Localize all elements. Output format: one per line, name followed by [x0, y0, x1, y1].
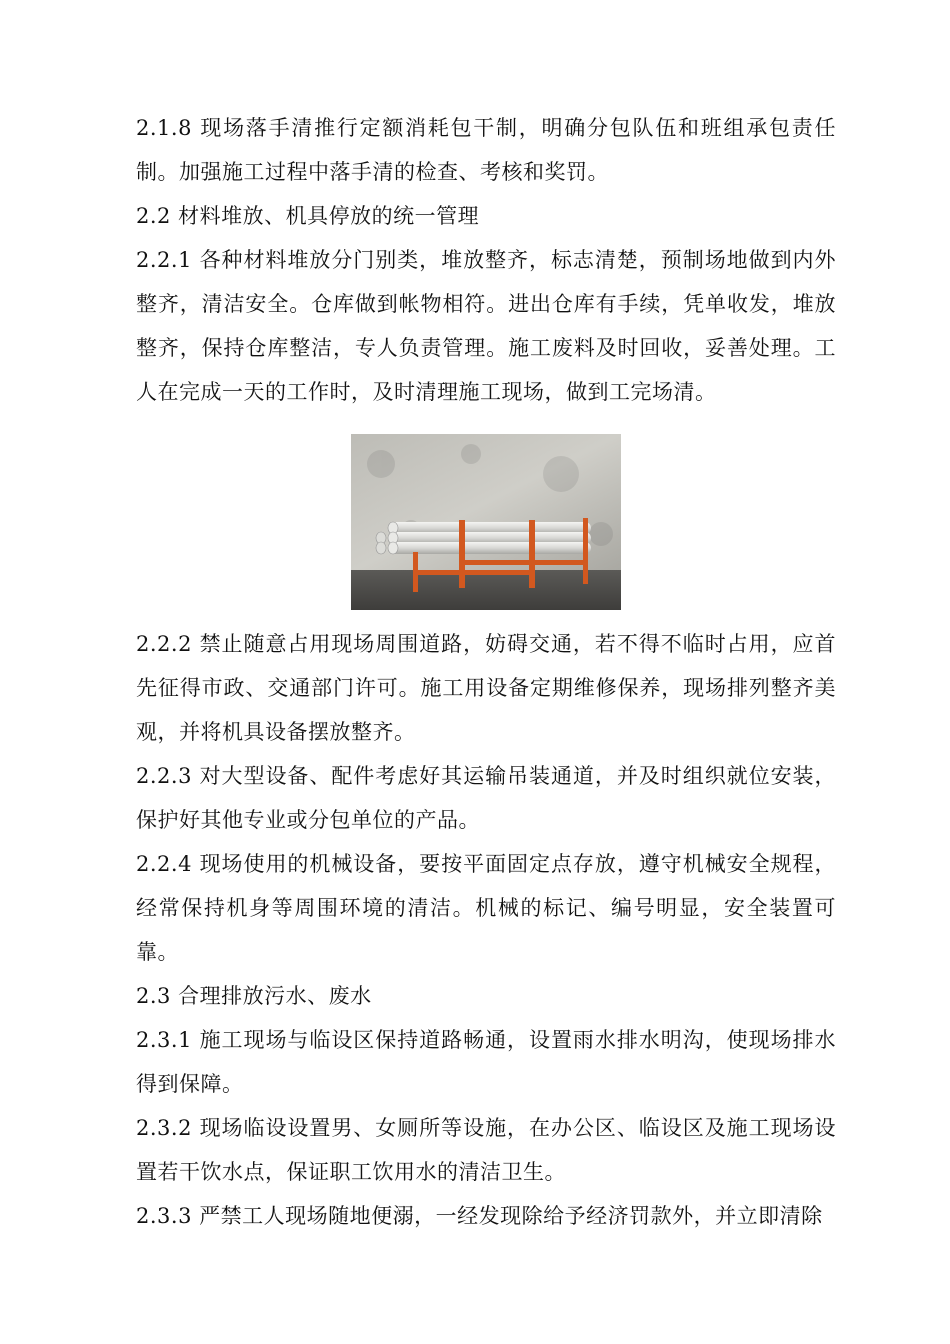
paragraph-2-2-3: 2.2.3 对大型设备、配件考虑好其运输吊装通道，并及时组织就位安装，保护好其他专业或分包单位的产品。 [136, 764, 836, 832]
paragraph-2-3-3: 2.3.3 严禁工人现场随地便溺，一经发现除给予经济罚款外，并立即清除 [136, 1204, 823, 1228]
paragraph-2-1-8: 2.1.8 现场落手清推行定额消耗包干制，明确分包队伍和班组承包责任制。加强施工过程中落手清的检查、考核和奖罚。 [136, 116, 836, 184]
pipe-storage-rack-photo [351, 434, 621, 610]
paragraph-2-3-2: 2.3.2 现场临设设置男、女厕所等设施，在办公区、临设区及施工现场设置若干饮水点，保证职工饮用水的清洁卫生。 [136, 1116, 836, 1184]
heading-2-2: 2.2 材料堆放、机具停放的统一管理 [136, 204, 480, 228]
paragraph-2-2-1: 2.2.1 各种材料堆放分门别类，堆放整齐，标志清楚，预制场地做到内外整齐，清洁安全。仓库做到帐物相符。进出仓库有手续，凭单收发，堆放整齐，保持仓库整洁，专人负责管理。施工废料及时回收，妥善处理。工人在完成一天的工作时，及时清理施工现场，做到工完场清。 [136, 248, 836, 404]
paragraph-2-2-2: 2.2.2 禁止随意占用现场周围道路，妨碍交通，若不得不临时占用，应首先征得市政、交通部门许可。施工用设备定期维修保养，现场排列整齐美观，并将机具设备摆放整齐。 [136, 632, 836, 744]
document-body [136, 106, 836, 1238]
paragraph-2-3-1: 2.3.1 施工现场与临设区保持道路畅通，设置雨水排水明沟，使现场排水得到保障。 [136, 1028, 836, 1096]
paragraph-2-2-4: 2.2.4 现场使用的机械设备，要按平面固定点存放，遵守机械安全规程，经常保持机身等周围环境的清洁。机械的标记、编号明显，安全装置可靠。 [136, 852, 836, 964]
heading-2-3: 2.3 合理排放污水、废水 [136, 984, 372, 1008]
